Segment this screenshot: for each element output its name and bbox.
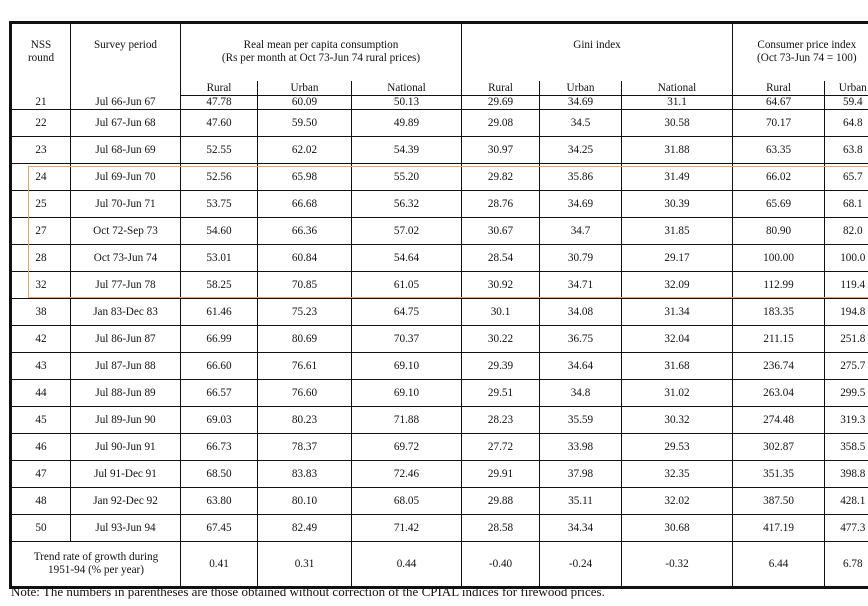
cell-consumption-national: 54.64 (352, 245, 462, 272)
cell-consumption-urban: 66.36 (258, 218, 352, 245)
subheader-gini-urban: Urban (540, 81, 622, 96)
cell-gini-urban: 37.98 (540, 461, 622, 488)
header-round-line2: round (27, 51, 55, 64)
cell-round: 50 (11, 515, 71, 542)
cell-consumption-national: 71.42 (352, 515, 462, 542)
cell-consumption-rural: 63.80 (181, 488, 258, 515)
cell-period: Jul 70-Jun 71 (71, 191, 181, 218)
cell-gini-national: 30.32 (622, 407, 733, 434)
cell-consumption-urban: 62.02 (258, 137, 352, 164)
cell-consumption-rural: 52.56 (181, 164, 258, 191)
cell-consumption-urban: 82.49 (258, 515, 352, 542)
cell-consumption-urban: 76.60 (258, 380, 352, 407)
cell-gini-rural: 28.76 (462, 191, 540, 218)
cell-round: 38 (11, 299, 71, 326)
cell-gini-rural: 28.58 (462, 515, 540, 542)
cell-cpi-urban: 299.5 (825, 380, 868, 407)
cell-cpi-rural: 100.00 (733, 245, 825, 272)
cell-consumption-national: 71.88 (352, 407, 462, 434)
cell-consumption-rural: 66.57 (181, 380, 258, 407)
cell-consumption-urban: 59.50 (258, 110, 352, 137)
cell-consumption-urban: 65.98 (258, 164, 352, 191)
table-row (11, 380, 868, 407)
cell-consumption-urban: 70.85 (258, 272, 352, 299)
cell-period: Jul 93-Jun 94 (71, 515, 181, 542)
table-container (9, 21, 868, 589)
table-row (11, 407, 868, 434)
trend-label (11, 542, 181, 588)
cell-consumption-urban: 76.61 (258, 353, 352, 380)
cell-gini-urban: 34.71 (540, 272, 622, 299)
table-row (11, 110, 868, 137)
cell-consumption-national: 57.02 (352, 218, 462, 245)
cell-cpi-urban: 68.1 (825, 191, 868, 218)
cell-consumption-national: 72.46 (352, 461, 462, 488)
cell-round: 32 (11, 272, 71, 299)
cell-cpi-rural: 236.74 (733, 353, 825, 380)
table-row (11, 218, 868, 245)
table-row (11, 137, 868, 164)
subheader-gini-national: National (622, 81, 733, 96)
cell-period: Jan 92-Dec 92 (71, 488, 181, 515)
cell-period: Jul 87-Jun 88 (71, 353, 181, 380)
table-row (11, 434, 868, 461)
cell-consumption-national: 50.13 (352, 96, 462, 110)
cell-gini-urban: 33.98 (540, 434, 622, 461)
cell-gini-national: 32.09 (622, 272, 733, 299)
cell-gini-national: 31.1 (622, 96, 733, 110)
cell-gini-urban: 34.8 (540, 380, 622, 407)
cell-gini-national: 32.02 (622, 488, 733, 515)
cell-gini-urban: 35.11 (540, 488, 622, 515)
trend-label-line2: 1951-94 (% per year) (48, 564, 144, 576)
cell-cpi-urban: 63.8 (825, 137, 868, 164)
cell-consumption-rural: 66.60 (181, 353, 258, 380)
cell-gini-rural: 30.92 (462, 272, 540, 299)
table-row (11, 299, 868, 326)
cell-cpi-urban: 358.5 (825, 434, 868, 461)
cell-cpi-urban: 194.8 (825, 299, 868, 326)
table-note: Note: The numbers in parentheses are those obtained without correction of the CPIAL indices for firewood prices. (11, 584, 605, 599)
cell-gini-urban: 34.25 (540, 137, 622, 164)
cell-period: Oct 72-Sep 73 (71, 218, 181, 245)
cell-round: 48 (11, 488, 71, 515)
cell-gini-urban: 30.79 (540, 245, 622, 272)
cell-consumption-national: 70.37 (352, 326, 462, 353)
cell-consumption-rural: 47.60 (181, 110, 258, 137)
table-row (11, 272, 868, 299)
cell-consumption-national: 64.75 (352, 299, 462, 326)
table-row (11, 245, 868, 272)
cell-cpi-urban: 119.4 (825, 272, 868, 299)
table-row (11, 326, 868, 353)
cell-period: Jul 86-Jun 87 (71, 326, 181, 353)
cell-gini-urban: 35.59 (540, 407, 622, 434)
cell-period: Jul 88-Jun 89 (71, 380, 181, 407)
cell-consumption-urban: 78.37 (258, 434, 352, 461)
header-cpi-line2: (Oct 73-Jun 74 = 100) (757, 51, 857, 64)
header-consumption-line1: Real mean per capita consumption (243, 39, 399, 51)
cell-cpi-rural: 211.15 (733, 326, 825, 353)
cell-cpi-rural: 66.02 (733, 164, 825, 191)
cell-cpi-urban: 82.0 (825, 218, 868, 245)
cell-consumption-urban: 60.09 (258, 96, 352, 110)
cell-cpi-rural: 387.50 (733, 488, 825, 515)
cell-period: Jul 66-Jun 67 (71, 96, 181, 110)
cell-cpi-urban: 64.8 (825, 110, 868, 137)
cell-cpi-urban: 275.7 (825, 353, 868, 380)
cell-cpi-rural: 63.35 (733, 137, 825, 164)
cell-period: Jul 90-Jun 91 (71, 434, 181, 461)
cell-consumption-national: 69.10 (352, 380, 462, 407)
cell-cpi-urban: 65.7 (825, 164, 868, 191)
cell-cpi-urban: 251.8 (825, 326, 868, 353)
trend-consumption-rural: 0.41 (181, 542, 258, 588)
cell-consumption-rural: 67.45 (181, 515, 258, 542)
cell-cpi-rural: 183.35 (733, 299, 825, 326)
cell-gini-rural: 27.72 (462, 434, 540, 461)
cell-cpi-rural: 64.67 (733, 96, 825, 110)
header-cpi (733, 23, 868, 82)
cell-gini-rural: 28.54 (462, 245, 540, 272)
cell-consumption-urban: 83.83 (258, 461, 352, 488)
cell-cpi-rural: 274.48 (733, 407, 825, 434)
trend-gini-urban: -0.24 (540, 542, 622, 588)
cell-gini-rural: 29.88 (462, 488, 540, 515)
cell-round: 24 (11, 164, 71, 191)
cell-cpi-rural: 65.69 (733, 191, 825, 218)
header-round-line1: NSS (30, 39, 52, 51)
header-cpi-line1: Consumer price index (757, 39, 857, 51)
cell-gini-rural: 29.39 (462, 353, 540, 380)
cell-period: Jan 83-Dec 83 (71, 299, 181, 326)
table-row (11, 353, 868, 380)
cell-consumption-rural: 53.01 (181, 245, 258, 272)
cell-gini-urban: 35.86 (540, 164, 622, 191)
cell-round: 47 (11, 461, 71, 488)
cell-consumption-rural: 52.55 (181, 137, 258, 164)
trend-cpi-rural: 6.44 (733, 542, 825, 588)
cell-gini-national: 31.68 (622, 353, 733, 380)
cell-period: Jul 69-Jun 70 (71, 164, 181, 191)
cell-gini-national: 31.02 (622, 380, 733, 407)
cell-cpi-rural: 417.19 (733, 515, 825, 542)
cell-cpi-urban: 319.3 (825, 407, 868, 434)
cell-gini-rural: 29.51 (462, 380, 540, 407)
cell-gini-rural: 30.1 (462, 299, 540, 326)
cell-round: 45 (11, 407, 71, 434)
cell-consumption-rural: 69.03 (181, 407, 258, 434)
cell-gini-urban: 34.5 (540, 110, 622, 137)
cell-round: 42 (11, 326, 71, 353)
cell-gini-national: 30.58 (622, 110, 733, 137)
cell-consumption-rural: 61.46 (181, 299, 258, 326)
header-survey-period: Survey period (71, 23, 181, 96)
consumption-gini-cpi-table (9, 21, 868, 589)
table-row (11, 191, 868, 218)
cell-consumption-national: 49.89 (352, 110, 462, 137)
subheader-consumption-rural: Rural (181, 81, 258, 96)
trend-label-line1: Trend rate of growth during (33, 551, 159, 563)
subheader-consumption-urban: Urban (258, 81, 352, 96)
cell-gini-national: 30.39 (622, 191, 733, 218)
cell-period: Jul 91-Dec 91 (71, 461, 181, 488)
header-row-groups (11, 23, 868, 82)
cell-gini-urban: 34.7 (540, 218, 622, 245)
cell-gini-urban: 34.69 (540, 191, 622, 218)
cell-cpi-rural: 263.04 (733, 380, 825, 407)
cell-gini-urban: 34.69 (540, 96, 622, 110)
cell-gini-urban: 34.08 (540, 299, 622, 326)
trend-gini-rural: -0.40 (462, 542, 540, 588)
header-gini: Gini index (462, 23, 733, 82)
cell-gini-national: 31.34 (622, 299, 733, 326)
cell-gini-national: 32.35 (622, 461, 733, 488)
cell-cpi-rural: 351.35 (733, 461, 825, 488)
cell-round: 25 (11, 191, 71, 218)
subheader-cpi-rural: Rural (733, 81, 825, 96)
cell-consumption-urban: 66.68 (258, 191, 352, 218)
cell-cpi-rural: 112.99 (733, 272, 825, 299)
cell-round: 21 (11, 96, 71, 110)
cell-cpi-rural: 302.87 (733, 434, 825, 461)
cell-consumption-urban: 80.69 (258, 326, 352, 353)
trend-gini-national: -0.32 (622, 542, 733, 588)
cell-gini-urban: 34.64 (540, 353, 622, 380)
cell-consumption-rural: 54.60 (181, 218, 258, 245)
cell-consumption-national: 69.10 (352, 353, 462, 380)
cell-period: Jul 89-Jun 90 (71, 407, 181, 434)
cell-consumption-rural: 66.73 (181, 434, 258, 461)
cell-consumption-urban: 60.84 (258, 245, 352, 272)
cell-round: 44 (11, 380, 71, 407)
header-nss-round (11, 23, 71, 96)
cell-round: 28 (11, 245, 71, 272)
cell-consumption-national: 68.05 (352, 488, 462, 515)
cell-round: 46 (11, 434, 71, 461)
cell-cpi-rural: 80.90 (733, 218, 825, 245)
cell-consumption-national: 61.05 (352, 272, 462, 299)
cell-consumption-national: 55.20 (352, 164, 462, 191)
cell-period: Jul 68-Jun 69 (71, 137, 181, 164)
cell-round: 23 (11, 137, 71, 164)
cell-gini-rural: 29.91 (462, 461, 540, 488)
table-row (11, 515, 868, 542)
cell-gini-urban: 34.34 (540, 515, 622, 542)
cell-gini-rural: 30.22 (462, 326, 540, 353)
table-row (11, 461, 868, 488)
header-consumption (181, 23, 462, 82)
header-consumption-line2: (Rs per month at Oct 73-Jun 74 rural prices) (221, 51, 421, 64)
cell-cpi-urban: 398.8 (825, 461, 868, 488)
cell-period: Oct 73-Jun 74 (71, 245, 181, 272)
cell-gini-national: 29.53 (622, 434, 733, 461)
cell-period: Jul 67-Jun 68 (71, 110, 181, 137)
cell-gini-rural: 30.67 (462, 218, 540, 245)
cell-gini-rural: 30.97 (462, 137, 540, 164)
cell-gini-rural: 29.08 (462, 110, 540, 137)
subheader-cpi-urban: Urban (825, 81, 868, 96)
cell-consumption-rural: 53.75 (181, 191, 258, 218)
cell-cpi-rural: 70.17 (733, 110, 825, 137)
cell-consumption-urban: 75.23 (258, 299, 352, 326)
cell-gini-rural: 28.23 (462, 407, 540, 434)
cell-cpi-urban: 100.0 (825, 245, 868, 272)
cell-gini-national: 29.17 (622, 245, 733, 272)
cell-gini-national: 31.88 (622, 137, 733, 164)
subheader-gini-rural: Rural (462, 81, 540, 96)
cell-consumption-national: 54.39 (352, 137, 462, 164)
trend-row (11, 542, 868, 588)
cell-round: 22 (11, 110, 71, 137)
cell-round: 27 (11, 218, 71, 245)
table-row (11, 96, 868, 110)
cell-consumption-urban: 80.23 (258, 407, 352, 434)
cell-round: 43 (11, 353, 71, 380)
cell-consumption-rural: 66.99 (181, 326, 258, 353)
cell-gini-rural: 29.82 (462, 164, 540, 191)
table-row (11, 488, 868, 515)
cell-gini-national: 32.04 (622, 326, 733, 353)
cell-gini-national: 30.68 (622, 515, 733, 542)
cell-consumption-rural: 47.78 (181, 96, 258, 110)
trend-consumption-urban: 0.31 (258, 542, 352, 588)
cell-consumption-rural: 58.25 (181, 272, 258, 299)
cell-cpi-urban: 477.3 (825, 515, 868, 542)
cell-gini-rural: 29.69 (462, 96, 540, 110)
cell-gini-national: 31.49 (622, 164, 733, 191)
cell-consumption-national: 56.32 (352, 191, 462, 218)
cell-cpi-urban: 59.4 (825, 96, 868, 110)
trend-cpi-urban: 6.78 (825, 542, 868, 588)
cell-cpi-urban: 428.1 (825, 488, 868, 515)
cell-consumption-national: 69.72 (352, 434, 462, 461)
table-row (11, 164, 868, 191)
trend-consumption-national: 0.44 (352, 542, 462, 588)
cell-consumption-rural: 68.50 (181, 461, 258, 488)
cell-period: Jul 77-Jun 78 (71, 272, 181, 299)
cell-consumption-urban: 80.10 (258, 488, 352, 515)
subheader-consumption-national: National (352, 81, 462, 96)
cell-gini-urban: 36.75 (540, 326, 622, 353)
cell-gini-national: 31.85 (622, 218, 733, 245)
